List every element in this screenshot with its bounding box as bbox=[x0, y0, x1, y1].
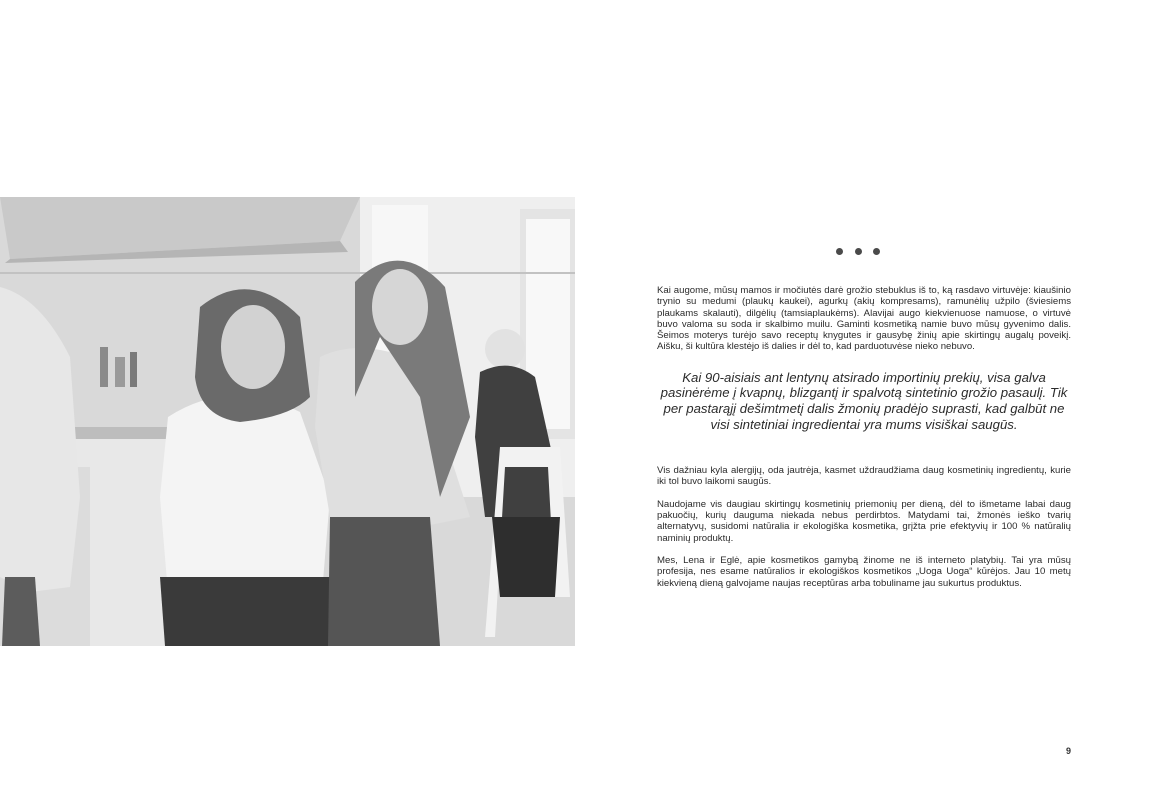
dot-icon bbox=[873, 248, 880, 255]
founders-paragraph: Mes, Lena ir Eglė, apie kosmetikos gamybą žinome ne iš interneto platybių. Tai yra mūsų profesija, nes esame natūralios ir ekologiškos kosmetikos „Uoga Uoga“ kūrėjos. Jau 10 metų kiekvieną dieną galvojame naujas receptūras arba tobuliname jau sukurtus produktus. bbox=[657, 554, 1071, 589]
article-text bbox=[657, 285, 1071, 589]
packaging-paragraph: Naudojame vis daugiau skirtingų kosmetinių priemonių per dieną, dėl to išmetame labai daug pakuočių, kurių dauguma niekada nebus perdirbtos. Matydami tai, žmonės ieško tvarių alternatyvų, susidomi natūralia ir ekologiška kosmetika, grįžta prie efektyvių ir 100 % natūralių naminių produktų. bbox=[657, 498, 1071, 544]
pull-quote: Kai 90-aisiais ant lentynų atsirado importinių prekių, visa galva pasinėrėme į kvapnų, blizgantį ir spalvotą sintetinio grožio pasaulį. Tik per pastarąjį dešimtmetį dalis žmonių pradėjo suprasti, kad galbūt ne visi sintetiniai ingredientai yra mums visiškai saugūs. bbox=[660, 369, 1068, 432]
dot-icon bbox=[836, 248, 843, 255]
allergy-paragraph: Vis dažniau kyla alergijų, oda jautrėja, kasmet uždraudžiama daug kosmetinių ingredientų, kurie iki tol buvo laikomi saugūs. bbox=[657, 465, 1071, 488]
founders-photo bbox=[0, 197, 575, 646]
intro-paragraph: Kai augome, mūsų mamos ir močiutės darė grožio stebuklus iš to, ką rasdavo virtuvėje: kiaušinio trynio su medumi (plaukų kaukei), agurkų (akių kompresams), ramunėlių užpilo (šviesiems plaukams skalauti), dilgėlių (tamsiaplaukėms). Alavijai augo kiekvienuose namuose, o virtuvė buvo valoma su soda ir skalbimo muilu. Gaminti kosmetiką namie buvo mūsų gyvenimo dalis. Šeimos moterys turėjo savo receptų knygutes ir gausybę žinių apie skirtingų augalų poveikį. Aišku, ši kultūra klestėjo iš dalies ir dėl to, kad parduotuvėse nieko nebuvo. bbox=[657, 285, 1071, 353]
dot-icon bbox=[855, 248, 862, 255]
page-number: 9 bbox=[1066, 746, 1072, 756]
decorative-dots bbox=[836, 246, 880, 256]
